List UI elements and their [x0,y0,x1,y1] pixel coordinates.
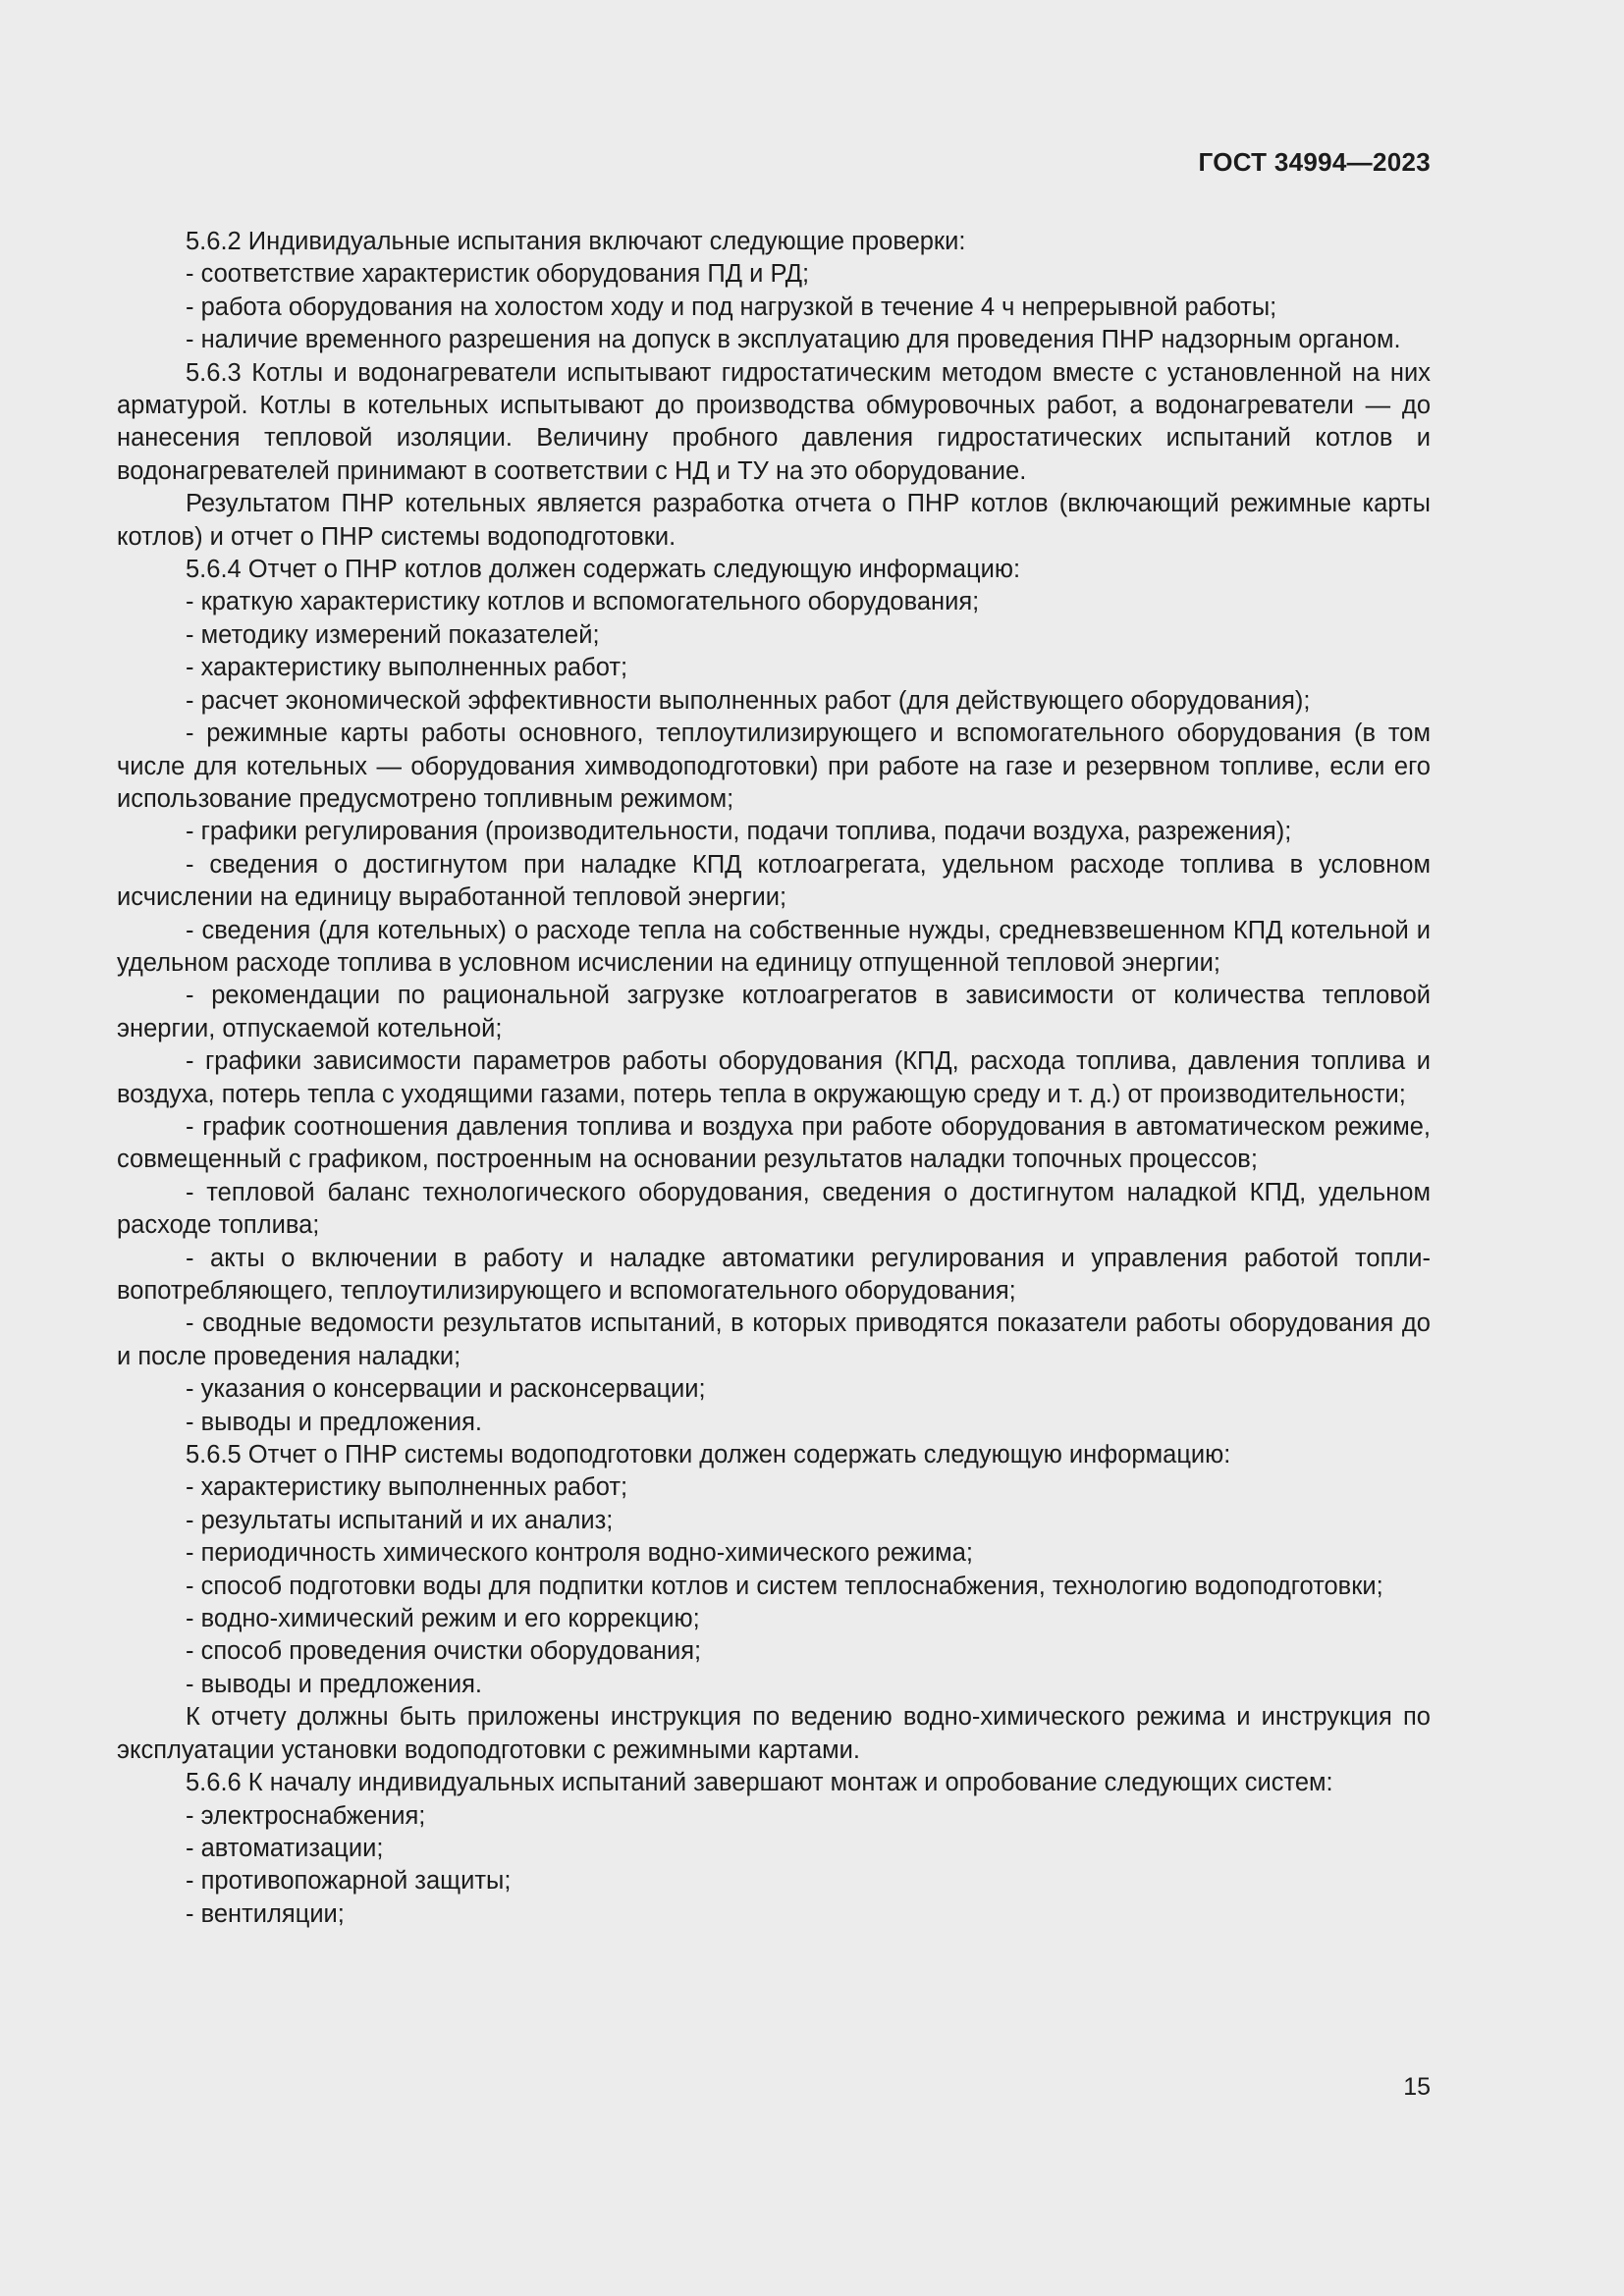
list-item: - график соотношения давления топлива и воздуха при работе оборудования в автоматическом режиме, совмещенный с графиком, построенным на основании результатов наладки топочных процессов; [117,1112,1431,1174]
list-item: - расчет экономической эффективности выполненных работ (для действующего оборудования); [186,686,1311,715]
list-item: - акты о включении в работу и наладке автоматики регулирования и управления работой топливопотребляющего, теплоутилизирующего и вспомогательного оборудования; [117,1244,1431,1305]
list-item: - графики регулирования (производительности, подачи топлива, подачи воздуха, разрежения); [186,818,1292,846]
page-number: 15 [1403,2073,1431,2101]
list-item: - режимные карты работы основного, теплоутилизирующего и вспомогательного оборудования (в том числе для котельных — оборудования химводоподготовки) при работе на газе и резервном топливе, если его использование предусмотрено топливным режимом; [117,720,1431,813]
list-item: - соответствие характеристик оборудования ПД и РД; [186,260,810,289]
list-item: - противопожарной защиты; [186,1867,512,1896]
paragraph: 5.6.4 Отчет о ПНР котлов должен содержать следующую информацию: [186,556,1021,584]
list-item: - тепловой баланс технологического оборудования, сведения о достигнутом наладкой КПД, удельном расходе топлива; [117,1178,1431,1240]
list-item: - характеристику выполненных работ; [186,1473,628,1502]
list-item: - вентиляции; [186,1899,345,1928]
list-item: - автоматизации; [186,1834,384,1862]
list-item: - выводы и предложения. [186,1670,482,1698]
list-item: - способ проведения очистки оборудования; [186,1637,702,1666]
list-item: - способ подготовки воды для подпитки котлов и систем теплоснабжения, технологию водоподготовки; [186,1572,1383,1600]
list-item: - электроснабжения; [186,1801,426,1830]
list-item: - сведения (для котельных) о расходе тепла на собственные нужды, средневзвешенном КПД котельной и удельном расходе топлива в условном исчислении на единицу отпущенной тепловой энергии; [117,916,1431,977]
list-item: - характеристику выполненных работ; [186,654,628,682]
list-item: - водно-химический режим и его коррекцию; [186,1605,700,1633]
list-item: - графики зависимости параметров работы оборудования (КПД, расхода топлива, давления топлива и воздуха, потерь тепла с уходящими газами, потерь тепла в окружающую среду и т. д.) от производительности; [117,1047,1431,1108]
list-item: - указания о консервации и расконсервации; [186,1375,706,1404]
document-body [117,226,1431,1931]
paragraph: Результатом ПНР котельных является разработка отчета о ПНР котлов (включающий режимные карты котлов) и отчет о ПНР системы водоподготовки. [117,490,1431,551]
paragraph: 5.6.6 К началу индивидуальных испытаний завершают монтаж и опробование следующих систем: [186,1769,1333,1797]
list-item: - наличие временного разрешения на допуск в эксплуатацию для проведения ПНР надзорным органом. [186,326,1401,354]
list-item: - краткую характеристику котлов и вспомогательного оборудования; [186,588,980,616]
list-item: - сведения о достигнутом при наладке КПД котлоагрегата, удельном расходе топлива в условном исчислении на единицу выработанной тепловой энергии; [117,850,1431,912]
paragraph: 5.6.3 Котлы и водонагреватели испытывают гидростатическим методом вместе с установленной на них арматурой. Котлы в котельных испытывают до производства обмуровочных работ, а водонагреватели — до нанесения тепловой изоляции. Величину пробного давления гидростатических испытаний котлов и водонагревателей принимают в соответствии с НД и ТУ на это оборудование. [117,358,1431,485]
list-item: - выводы и предложения. [186,1408,482,1436]
list-item: - периодичность химического контроля водно-химического режима; [186,1539,973,1568]
list-item: - рекомендации по рациональной загрузке котлоагрегатов в зависимости от количества тепловой энергии, отпускаемой котельной; [117,982,1431,1042]
list-item: - сводные ведомости результатов испытаний, в которых приводятся показатели работы оборудования до и после проведения наладки; [117,1309,1431,1370]
list-item: - методику измерений показателей; [186,620,600,649]
list-item: - работа оборудования на холостом ходу и под нагрузкой в течение 4 ч непрерывной работы; [186,293,1277,321]
paragraph: К отчету должны быть приложены инструкция по ведению водно-химического режима и инструкция по эксплуатации установки водоподготовки с режимными картами. [117,1703,1431,1764]
list-item: - результаты испытаний и их анализ; [186,1506,614,1534]
paragraph: 5.6.2 Индивидуальные испытания включают следующие проверки: [186,228,966,255]
paragraph: 5.6.5 Отчет о ПНР системы водоподготовки должен содержать следующую информацию: [186,1441,1231,1469]
document-code-header: ГОСТ 34994—2023 [1198,147,1431,177]
